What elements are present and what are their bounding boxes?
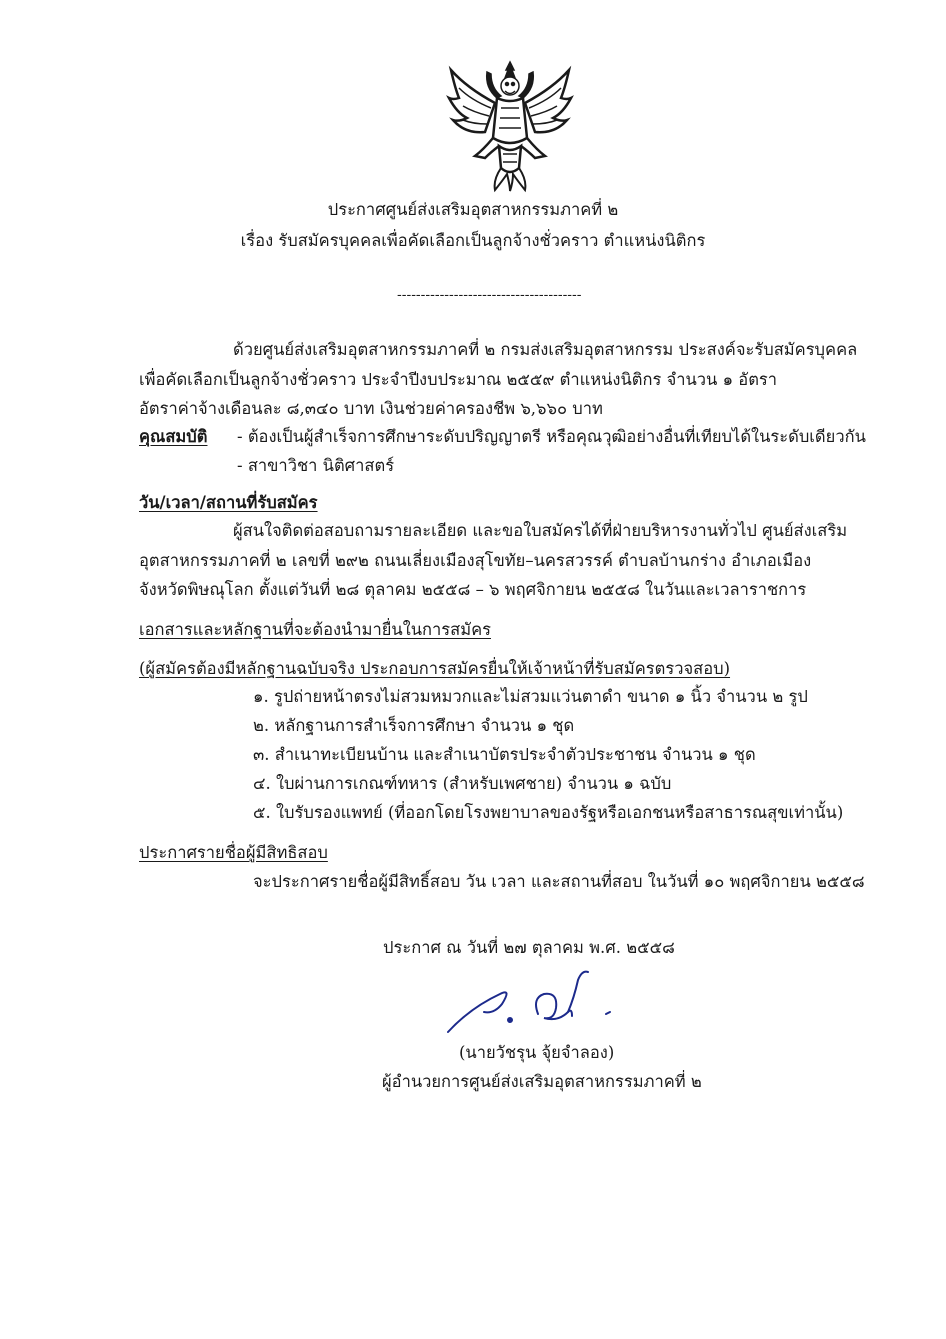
signer-title: ผู้อำนวยการศูนย์ส่งเสริมอุตสาหกรรมภาคที่ ๒: [382, 1072, 702, 1091]
qualification-item-1: - ต้องเป็นผู้สำเร็จการศึกษาระดับปริญญาตรี หรือคุณวุฒิอย่างอื่นที่เทียบได้ในระดับเดียวกัน: [237, 427, 866, 446]
garuda-emblem-icon: [445, 58, 575, 193]
handwritten-signature: [440, 968, 640, 1048]
announcement-title: ประกาศศูนย์ส่งเสริมอุตสาหกรรมภาคที่ ๒: [327, 200, 619, 219]
document-item: ๔. ใบผ่านการเกณฑ์ทหาร (สำหรับเพศชาย) จำนวน ๑ ฉบับ: [253, 774, 672, 793]
document-item: ๕. ใบรับรองแพทย์ (ที่ออกโดยโรงพยาบาลของรัฐหรือเอกชนหรือสาธารณสุขเท่านั้น): [253, 803, 844, 822]
document-item: ๓. สำเนาทะเบียนบ้าน และสำเนาบัตรประจำตัวประชาชน จำนวน ๑ ชุด: [253, 745, 756, 764]
application-heading: วัน/เวลา/สถานที่รับสมัคร: [139, 493, 318, 512]
intro-line-3: อัตราค่าจ้างเดือนละ ๘,๓๔๐ บาท เงินช่วยค่าครองชีพ ๖,๖๖๐ บาท: [139, 399, 603, 418]
application-line-1: ผู้สนใจติดต่อสอบถามรายละเอียด และขอใบสมัครได้ที่ฝ่ายบริหารงานทั่วไป ศูนย์ส่งเสริม: [233, 521, 848, 540]
documents-heading: เอกสารและหลักฐานที่จะต้องนำมายื่นในการสมัคร: [139, 620, 491, 639]
intro-line-1: ด้วยศูนย์ส่งเสริมอุตสาหกรรมภาคที่ ๒ กรมส่งเสริมอุตสาหกรรม ประสงค์จะรับสมัครบุคคล: [233, 340, 858, 359]
announcement-date: ประกาศ ณ วันที่ ๒๗ ตุลาคม พ.ศ. ๒๕๕๘: [383, 938, 675, 957]
eligible-heading: ประกาศรายชื่อผู้มีสิทธิสอบ: [139, 843, 328, 862]
documents-note: (ผู้สมัครต้องมีหลักฐานฉบับจริง ประกอบการสมัครยื่นให้เจ้าหน้าที่รับสมัครตรวจสอบ): [139, 659, 731, 678]
qualifications-heading: คุณสมบัติ: [139, 427, 208, 446]
document-item: ๑. รูปถ่ายหน้าตรงไม่สวมหมวกและไม่สวมแว่นตาดำ ขนาด ๑ นิ้ว จำนวน ๒ รูป: [253, 687, 808, 706]
header-divider: ---------------------------------------: [397, 287, 582, 303]
qualification-item-2: - สาขาวิชา นิติศาสตร์: [237, 456, 395, 475]
announcement-subject: เรื่อง รับสมัครบุคคลเพื่อคัดเลือกเป็นลูกจ้างชั่วคราว ตำแหน่งนิติกร: [240, 231, 706, 250]
application-line-2: อุตสาหกรรมภาคที่ ๒ เลขที่ ๒๙๒ ถนนเลี่ยงเมืองสุโขทัย–นครสวรรค์ ตำบลบ้านกร่าง อำเภอเมือง: [139, 551, 812, 570]
signer-name: (นายวัชรุน จุ้ยจำลอง): [459, 1043, 615, 1062]
application-line-3: จังหวัดพิษณุโลก ตั้งแต่วันที่ ๒๘ ตุลาคม ๒๕๕๘ – ๖ พฤศจิกายน ๒๕๕๘ ในวันและเวลาราชการ: [139, 580, 807, 599]
document-item: ๒. หลักฐานการสำเร็จการศึกษา จำนวน ๑ ชุด: [253, 716, 575, 735]
intro-line-2: เพื่อคัดเลือกเป็นลูกจ้างชั่วคราว ประจำปีงบประมาณ ๒๕๕๙ ตำแหน่งนิติกร จำนวน ๑ อัตรา: [139, 370, 778, 389]
eligible-line-1: จะประกาศรายชื่อผู้มีสิทธิ์สอบ วัน เวลา และสถานที่สอบ ในวันที่ ๑๐ พฤศจิกายน ๒๕๕๘: [253, 872, 865, 891]
